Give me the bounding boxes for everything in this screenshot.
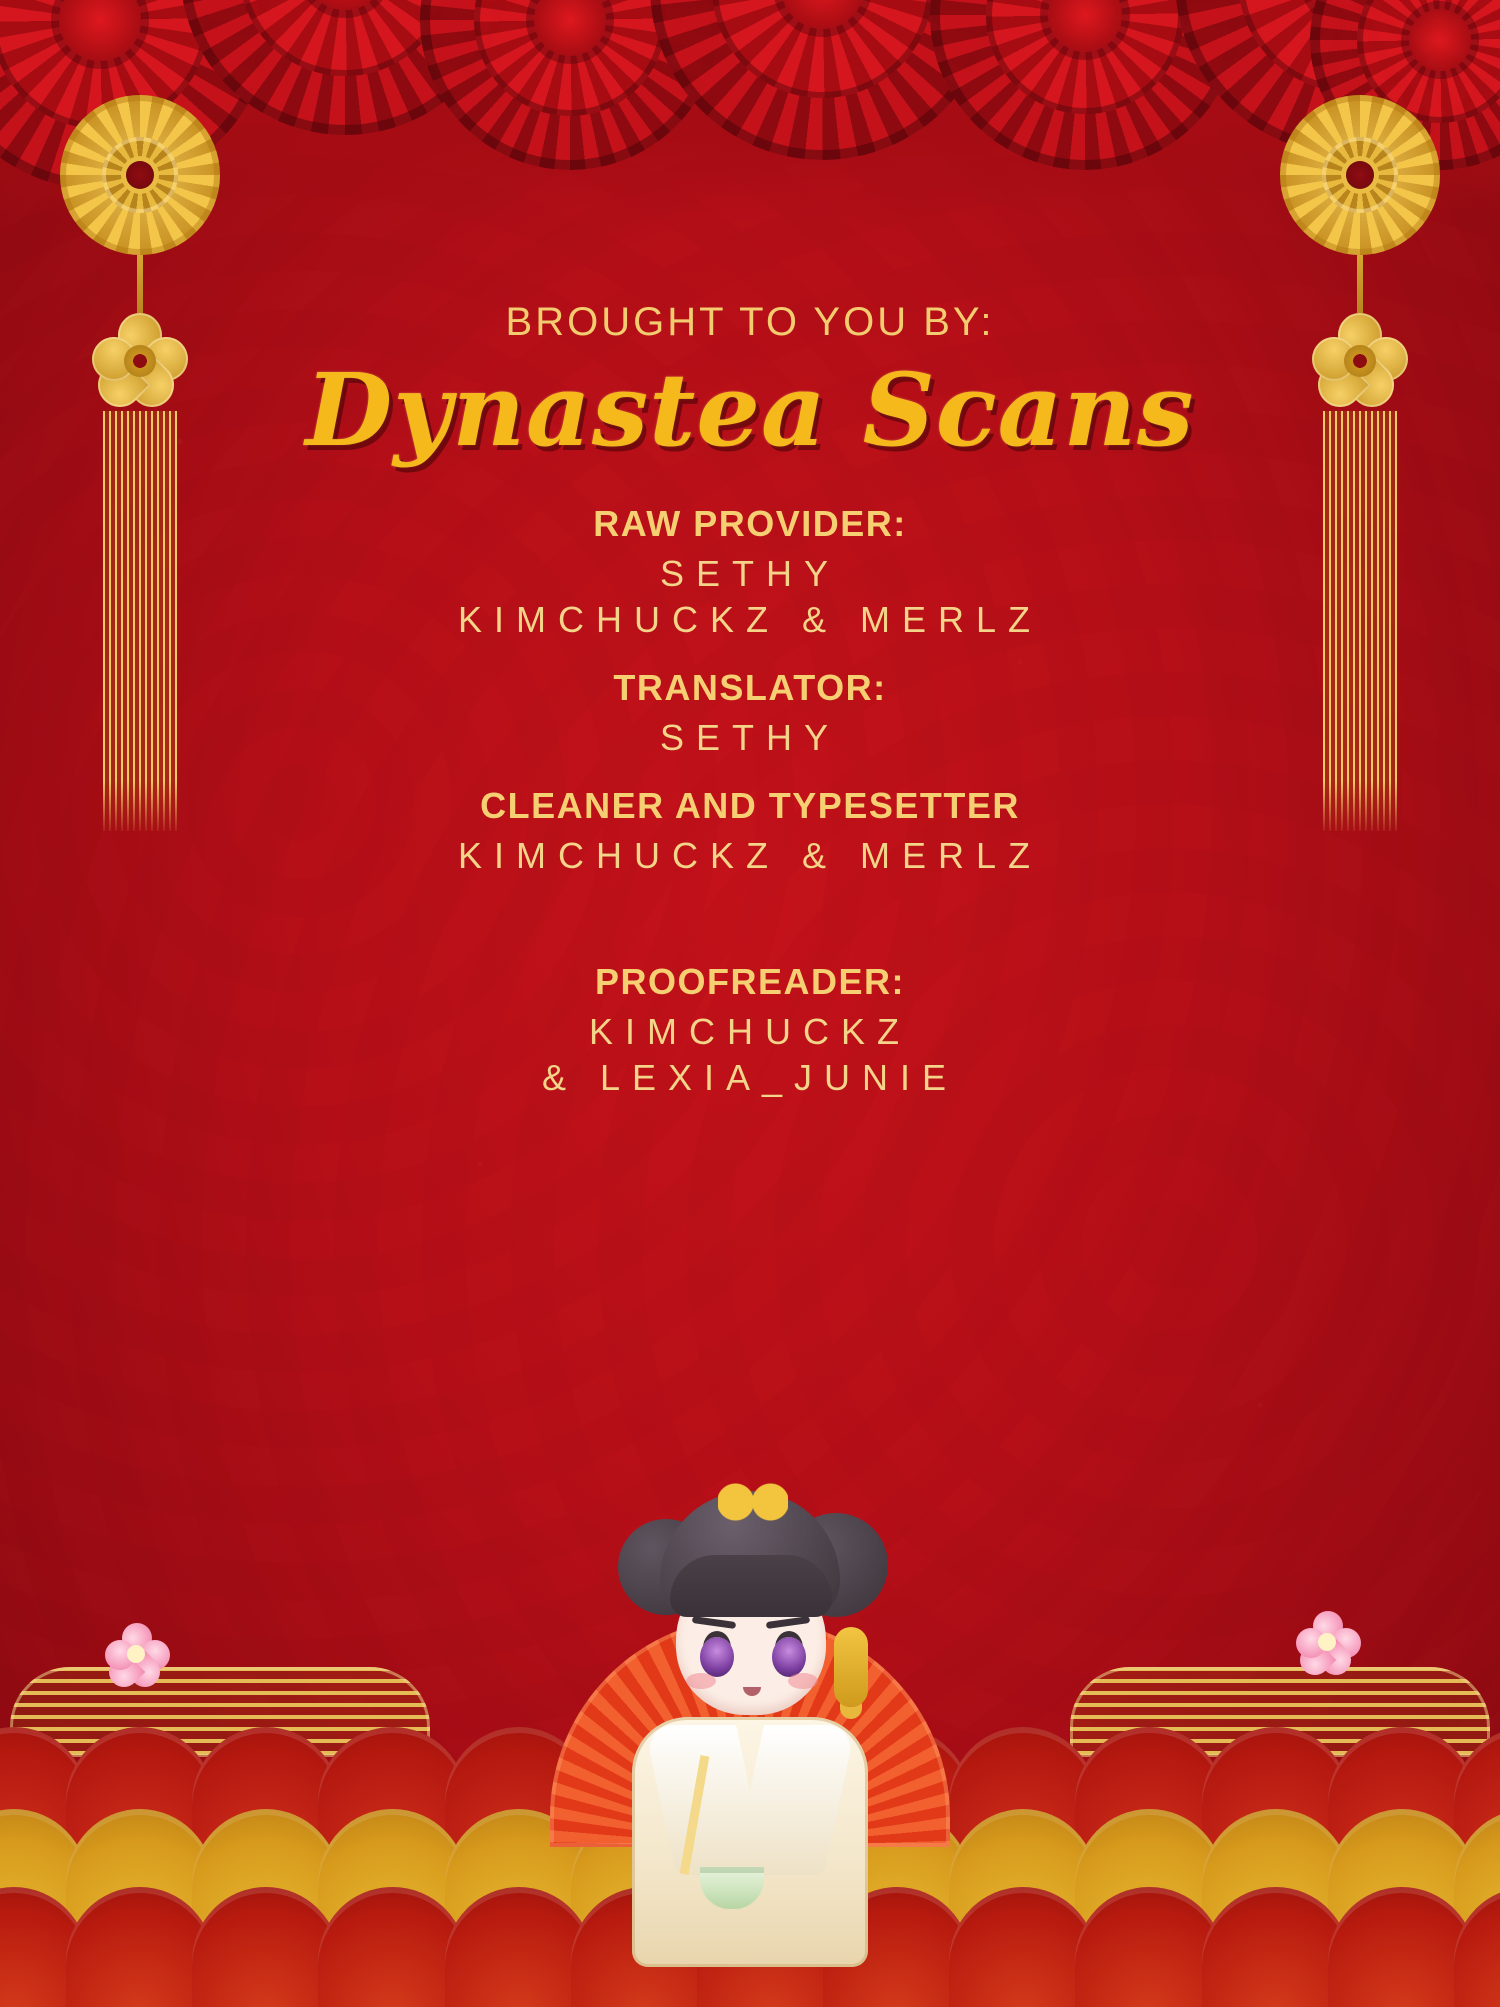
sakura-icon	[1296, 1611, 1360, 1675]
credits-block	[0, 300, 1500, 1103]
blush	[686, 1673, 716, 1689]
hair-fringe	[670, 1555, 832, 1617]
mascot-illustration	[540, 1447, 960, 1967]
gold-flower-icon	[60, 95, 220, 255]
credit-name: & LEXIA_JUNIE	[541, 1057, 959, 1098]
eye	[772, 1637, 806, 1677]
role-label-translator: TRANSLATOR:	[613, 667, 887, 708]
hanfu-robe	[632, 1717, 868, 1967]
brought-to-you-by-label: BROUGHT TO YOU BY:	[505, 300, 995, 344]
role-label-cleaner-typesetter: CLEANER AND TYPESETTER	[480, 785, 1020, 826]
top-ornament-band	[0, 0, 1500, 215]
gold-flower-icon	[1280, 95, 1440, 255]
credit-name: KIMCHUCKZ & MERLZ	[457, 599, 1043, 640]
role-label-raw-provider: RAW PROVIDER:	[593, 503, 907, 544]
spacer	[0, 881, 1500, 935]
group-name-title: Dynastea Scans	[305, 351, 1195, 469]
butterfly-hairpin-icon	[718, 1481, 788, 1523]
credit-name: KIMCHUCKZ & MERLZ	[457, 835, 1043, 876]
blush	[788, 1673, 818, 1689]
credit-name: SETHY	[659, 553, 841, 594]
credit-name: KIMCHUCKZ	[589, 1011, 911, 1052]
sakura-icon	[105, 1623, 169, 1687]
robe-collar	[732, 1725, 856, 1875]
eye	[700, 1637, 734, 1677]
hair-ornament-icon	[834, 1627, 868, 1707]
credit-name: SETHY	[659, 717, 841, 758]
role-label-proofreader: PROOFREADER:	[594, 961, 905, 1002]
chibi-character	[540, 1447, 960, 1967]
